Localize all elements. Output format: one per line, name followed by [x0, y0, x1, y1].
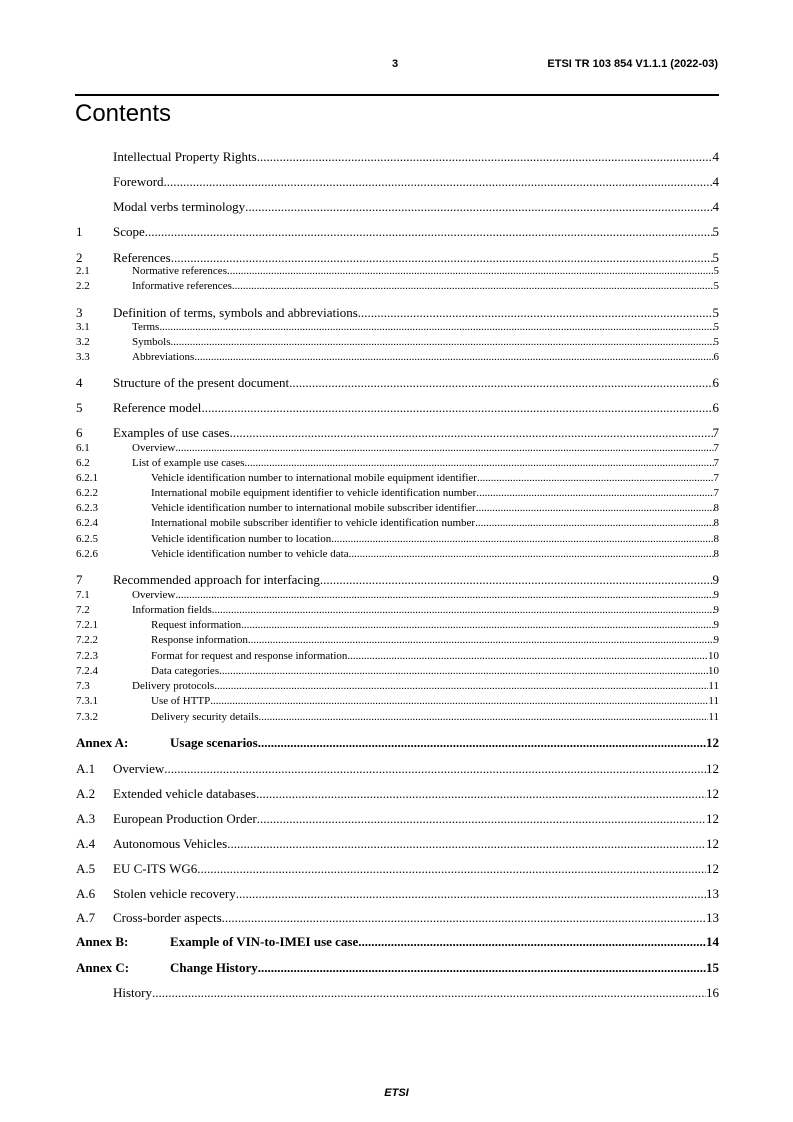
page-number: 3 [392, 58, 399, 70]
toc-entry-title: Symbols [132, 336, 171, 348]
toc-entry-title: Format for request and response information [151, 650, 348, 662]
toc-entry-title: Overview [132, 589, 176, 601]
toc-entry-title: Example of VIN-to-IMEI use case [170, 934, 359, 949]
toc-entry-title: Abbreviations [132, 351, 195, 363]
toc-entry[interactable] [76, 174, 719, 190]
toc-entry[interactable] [76, 375, 719, 391]
toc-leader-dots [241, 619, 713, 631]
toc-entry-number: A.7 [76, 910, 96, 925]
toc-entry[interactable] [76, 250, 719, 266]
toc-entry[interactable] [76, 680, 719, 692]
toc-entry-number: 6.2.2 [76, 487, 98, 499]
document-id: ETSI TR 103 854 V1.1.1 (2022-03) [547, 58, 718, 70]
toc-entry[interactable] [76, 265, 719, 277]
toc-entry[interactable] [76, 517, 719, 529]
toc-entry-page: 14 [706, 934, 719, 949]
toc-entry-number: 5 [76, 400, 83, 415]
toc-leader-dots [244, 457, 713, 469]
toc-leader-dots [230, 425, 713, 441]
toc-leader-dots [475, 517, 713, 529]
toc-leader-dots [349, 548, 714, 560]
toc-entry-title: Vehicle identification number to vehicle data [151, 548, 349, 560]
toc-entry[interactable] [76, 149, 719, 165]
toc-entry-page: 5 [713, 321, 719, 333]
toc-entry-number: A.1 [76, 761, 96, 776]
toc-entry-number: 7.2.4 [76, 665, 98, 677]
toc-entry-number: 7.3 [76, 680, 90, 692]
toc-leader-dots [197, 861, 706, 877]
toc-leader-dots [145, 224, 713, 240]
toc-entry-title: Recommended approach for interfacing [113, 572, 320, 587]
toc-entry-page: 10 [708, 650, 719, 662]
toc-entry-title: Definition of terms, symbols and abbreviations [113, 305, 358, 320]
toc-entry[interactable] [76, 910, 719, 926]
toc-entry-number: 7.2.2 [76, 634, 98, 646]
toc-entry[interactable] [76, 695, 719, 707]
toc-entry-page: 12 [706, 735, 719, 750]
toc-entry-number: 7 [76, 572, 83, 587]
toc-entry-number: Annex B: [76, 934, 129, 949]
toc-entry[interactable] [76, 533, 719, 545]
toc-entry-page: 6 [712, 375, 719, 390]
page-title: Contents [75, 100, 172, 127]
toc-entry-title: Change History [170, 960, 258, 975]
toc-entry-number: 3.2 [76, 336, 90, 348]
toc-entry-number: 2.1 [76, 265, 90, 277]
toc-entry-page: 8 [713, 502, 719, 514]
toc-entry[interactable] [76, 619, 719, 631]
toc-entry[interactable] [76, 960, 719, 976]
toc-entry[interactable] [76, 934, 719, 950]
toc-leader-dots [320, 572, 713, 588]
toc-entry[interactable] [76, 321, 719, 333]
toc-leader-dots [214, 680, 708, 692]
toc-leader-dots [194, 351, 713, 363]
toc-entry-page: 15 [706, 960, 719, 975]
toc-entry-title: Request information [151, 619, 242, 631]
toc-entry-page: 5 [713, 280, 719, 292]
toc-entry-number: A.5 [76, 861, 96, 876]
toc-entry-page: 12 [706, 861, 719, 876]
toc-entry-number: 6.2.1 [76, 472, 98, 484]
toc-entry-page: 10 [708, 665, 719, 677]
toc-entry-page: 7 [713, 472, 719, 484]
toc-entry-number: 6 [76, 425, 83, 440]
toc-entry-number: 4 [76, 375, 83, 390]
toc-entry-page: 11 [708, 680, 719, 692]
toc-entry-title: Examples of use cases [113, 425, 230, 440]
toc-leader-dots [219, 665, 708, 677]
toc-entry[interactable] [76, 735, 719, 751]
toc-leader-dots [171, 250, 713, 266]
toc-entry-number: 7.2.1 [76, 619, 98, 631]
toc-leader-dots [257, 811, 706, 827]
toc-entry-page: 4 [712, 149, 719, 164]
toc-entry-page: 8 [713, 533, 719, 545]
toc-entry-page: 6 [712, 400, 719, 415]
toc-entry[interactable] [76, 786, 719, 802]
toc-entry[interactable] [76, 305, 719, 321]
toc-entry-page: 12 [706, 836, 719, 851]
toc-entry-page: 11 [708, 695, 719, 707]
toc-leader-dots [164, 174, 713, 190]
toc-entry-page: 4 [712, 174, 719, 189]
toc-entry-title: International mobile equipment identifier to vehicle identification number [151, 487, 477, 499]
toc-entry[interactable] [76, 487, 719, 499]
toc-leader-dots [358, 934, 706, 950]
toc-leader-dots [331, 533, 713, 545]
toc-entry[interactable] [76, 711, 719, 723]
toc-entry-title: Response information [151, 634, 248, 646]
toc-entry-page: 5 [713, 265, 719, 277]
toc-entry-title: Delivery protocols [132, 680, 215, 692]
toc-entry-page: 7 [712, 425, 719, 440]
toc-entry-title: Vehicle identification number to international mobile equipment identifier [151, 472, 477, 484]
toc-entry-title: Vehicle identification number to international mobile subscriber identifier [151, 502, 476, 514]
toc-leader-dots [232, 280, 714, 292]
toc-leader-dots [175, 589, 713, 601]
toc-leader-dots [159, 321, 713, 333]
toc-leader-dots [212, 604, 714, 616]
toc-leader-dots [347, 650, 708, 662]
toc-leader-dots [248, 634, 714, 646]
toc-entry-title: Information fields [132, 604, 212, 616]
toc-entry-number: A.3 [76, 811, 96, 826]
toc-entry-title: Stolen vehicle recovery [113, 886, 236, 901]
toc-entry-title: Use of HTTP [151, 695, 211, 707]
toc-entry-title: Reference model [113, 400, 202, 415]
toc-entry-number: A.4 [76, 836, 96, 851]
toc-entry-title: Autonomous Vehicles [113, 836, 228, 851]
toc-leader-dots [175, 442, 713, 454]
toc-entry-number: 7.3.1 [76, 695, 98, 707]
toc-entry-page: 12 [706, 786, 719, 801]
toc-entry-number: 6.1 [76, 442, 90, 454]
toc-entry[interactable] [76, 457, 719, 469]
toc-entry-page: 7 [713, 442, 719, 454]
toc-entry[interactable] [76, 280, 719, 292]
toc-entry-title: Delivery security details [151, 711, 259, 723]
toc-entry-page: 11 [708, 711, 719, 723]
toc-entry-number: 7.2.3 [76, 650, 98, 662]
toc-leader-dots [222, 910, 706, 926]
toc-entry-number: 7.2 [76, 604, 90, 616]
toc-entry-number: 6.2.5 [76, 533, 98, 545]
toc-entry-title: EU C-ITS WG6 [113, 861, 198, 876]
header-rule [75, 94, 719, 96]
toc-entry-number: 6.2 [76, 457, 90, 469]
toc-entry-number: Annex A: [76, 735, 129, 750]
toc-entry-page: 4 [712, 199, 719, 214]
toc-entry-title: Overview [113, 761, 165, 776]
toc-entry[interactable] [76, 650, 719, 662]
toc-entry-title: Terms [132, 321, 160, 333]
toc-leader-dots [476, 487, 713, 499]
toc-entry[interactable] [76, 985, 719, 1001]
toc-entry-page: 9 [713, 619, 719, 631]
toc-entry-page: 8 [713, 548, 719, 560]
toc-leader-dots [227, 836, 706, 852]
toc-entry-page: 12 [706, 761, 719, 776]
toc-entry-title: References [113, 250, 171, 265]
toc-entry-page: 16 [706, 985, 719, 1000]
toc-entry-page: 5 [712, 250, 719, 265]
toc-entry-title: Extended vehicle databases [113, 786, 256, 801]
toc-entry-number: 3.1 [76, 321, 90, 333]
toc-leader-dots [258, 735, 706, 751]
toc-entry-page: 9 [713, 634, 719, 646]
toc-leader-dots [476, 502, 714, 514]
toc-leader-dots [152, 985, 706, 1001]
toc-entry-page: 5 [712, 224, 719, 239]
toc-entry[interactable] [76, 811, 719, 827]
toc-entry-page: 5 [712, 305, 719, 320]
toc-entry[interactable] [76, 425, 719, 441]
toc-entry-number: 6.2.6 [76, 548, 98, 560]
toc-entry-number: 3 [76, 305, 83, 320]
toc-entry-page: 9 [713, 589, 719, 601]
toc-entry-title: Vehicle identification number to location [151, 533, 332, 545]
toc-entry-title: Informative references [132, 280, 232, 292]
toc-entry-number: 2 [76, 250, 83, 265]
toc-entry-page: 12 [706, 811, 719, 826]
toc-entry-number: 1 [76, 224, 83, 239]
toc-leader-dots [245, 199, 712, 215]
toc-entry[interactable] [76, 548, 719, 560]
toc-entry-number: 6.2.4 [76, 517, 98, 529]
toc-entry-title: Scope [113, 224, 145, 239]
toc-entry-page: 9 [712, 572, 719, 587]
toc-entry-title: International mobile subscriber identifier to vehicle identification number [151, 517, 476, 529]
toc-entry-number: Annex C: [76, 960, 130, 975]
toc-entry-title: Structure of the present document [113, 375, 290, 390]
toc-entry-number: 7.1 [76, 589, 90, 601]
toc-leader-dots [257, 149, 713, 165]
toc-leader-dots [164, 761, 706, 777]
toc-entry[interactable] [76, 400, 719, 416]
toc-leader-dots [256, 786, 706, 802]
toc-entry-number: 3.3 [76, 351, 90, 363]
toc-entry-page: 5 [713, 336, 719, 348]
toc-entry-title: Intellectual Property Rights [113, 149, 257, 164]
toc-entry-page: 8 [713, 517, 719, 529]
toc-leader-dots [171, 336, 714, 348]
toc-entry[interactable] [76, 761, 719, 777]
toc-entry[interactable] [76, 199, 719, 215]
toc-leader-dots [477, 472, 714, 484]
toc-leader-dots [236, 886, 706, 902]
toc-entry[interactable] [76, 502, 719, 514]
toc-leader-dots [258, 960, 706, 976]
toc-entry-page: 6 [713, 351, 719, 363]
toc-entry-number: A.6 [76, 886, 96, 901]
toc-leader-dots [358, 305, 713, 321]
toc-entry-title: History [113, 985, 152, 1000]
toc-entry[interactable] [76, 836, 719, 852]
toc-entry-page: 9 [713, 604, 719, 616]
toc-entry[interactable] [76, 604, 719, 616]
toc-leader-dots [289, 375, 712, 391]
toc-entry-title: Overview [132, 442, 176, 454]
toc-leader-dots [210, 695, 708, 707]
footer-etsi: ETSI [384, 1087, 409, 1099]
toc-entry-number: 2.2 [76, 280, 90, 292]
toc-entry-page: 13 [706, 910, 719, 925]
toc-leader-dots [201, 400, 712, 416]
toc-entry[interactable] [76, 336, 719, 348]
toc-entry-page: 7 [713, 457, 719, 469]
toc-entry-title: Foreword [113, 174, 164, 189]
toc-entry[interactable] [76, 886, 719, 902]
toc-leader-dots [227, 265, 714, 277]
toc-entry[interactable] [76, 472, 719, 484]
toc-entry-title: List of example use cases [132, 457, 245, 469]
toc-entry[interactable] [76, 351, 719, 363]
toc-entry[interactable] [76, 572, 719, 588]
toc-entry-number: A.2 [76, 786, 96, 801]
toc-entry-number: 7.3.2 [76, 711, 98, 723]
toc-entry-title: Usage scenarios [170, 735, 258, 750]
toc-entry-title: Data categories [151, 665, 220, 677]
toc-entry[interactable] [76, 634, 719, 646]
toc-leader-dots [259, 711, 709, 723]
toc-entry[interactable] [76, 442, 719, 454]
toc-entry[interactable] [76, 224, 719, 240]
toc-entry[interactable] [76, 665, 719, 677]
toc-entry[interactable] [76, 589, 719, 601]
toc-entry[interactable] [76, 861, 719, 877]
toc-entry-title: Normative references [132, 265, 227, 277]
toc-entry-page: 7 [713, 487, 719, 499]
toc-entry-number: 6.2.3 [76, 502, 98, 514]
toc-entry-title: Modal verbs terminology [113, 199, 246, 214]
toc-entry-page: 13 [706, 886, 719, 901]
toc-entry-title: Cross-border aspects [113, 910, 222, 925]
toc-entry-title: European Production Order [113, 811, 257, 826]
